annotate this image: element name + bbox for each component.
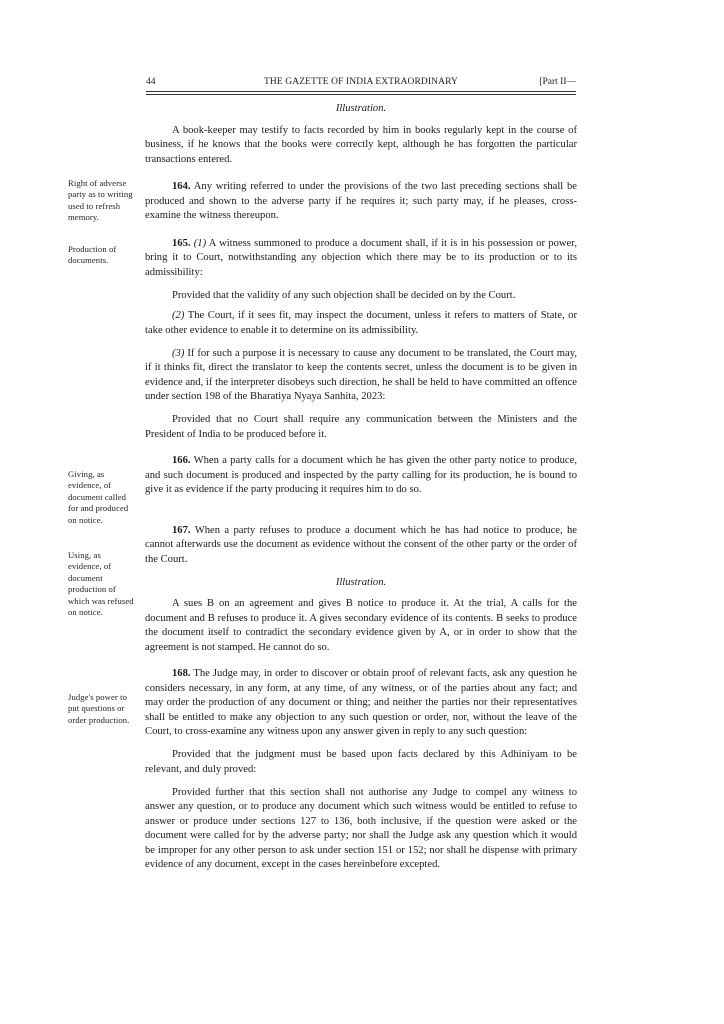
section-167: 167. When a party refuses to produce a document which he has had notice to produce, he cannot afterwards use the document as evidence without the consent of the other party or the order of the Court. <box>145 524 577 565</box>
illustration-heading: Illustration. <box>335 576 387 588</box>
illustration-text: A sues B on an agreement and gives B notice to produce it. At the trial, A calls for the document and B refuses to produce it. A gives secondary evidence of its contents. B seeks to produce the document itself to contradict the secondary evidence given by A, or in order to show that the agreement is not stamped. He cannot do so. <box>145 598 577 653</box>
section-165-proviso-2: Provided that no Court shall require any communication between the Ministers and the President of India to be produced before it. <box>145 414 577 440</box>
header-rule-top <box>146 91 576 92</box>
margin-note-168: Judge's power to put questions or order production. <box>68 692 130 725</box>
section-number: 166. <box>172 455 191 466</box>
illustration-heading: Illustration. <box>335 103 387 114</box>
section-168-proviso: Provided that the judgment must be based upon facts declared by this Adhiniyam to be relevant, and duly proved: <box>145 749 577 775</box>
section-number: 167. <box>172 524 191 536</box>
section-number: 165. <box>172 237 191 249</box>
section-165-2: (2) The Court, if it sees fit, may inspect the document, unless it refers to matters of State, or take other evidence to enable it to determine on its admissibility. <box>145 310 577 336</box>
section-165-3: (3) If for such a purpose it is necessary to cause any document to be translated, the Court may, if it thinks fit, direct the translator to keep the contents secret, unless the document is to be given in evidence and, if the interpreter disobeys such direction, he shall be held to have committed an offence under section 198 of the Bharatiya Nyaya Sanhita, 2023: <box>145 347 577 402</box>
part-label: [Part II— <box>539 77 576 87</box>
page-body <box>145 102 577 881</box>
margin-note-166: Giving, as evidence, of document called for and produced on notice. <box>68 469 129 525</box>
margin-note-164: Right of adverse party as to writing used to refresh memory. <box>68 178 133 223</box>
margin-note-165: Production of documents. <box>68 244 117 266</box>
section-165-proviso: Provided that the validity of any such objection shall be decided on by the Court. <box>172 289 516 301</box>
section-168-proviso-2: Provided further that this section shall not authorise any Judge to compel any witness to answer any question, or to produce any document which such witness would be entitled to refuse to answer or produce under sections 127 to 136, both inclusive, if the question were asked or the document were called for by the adverse party; nor shall the Judge ask any question which it would be improper for any other person to ask under section 151 or 152; nor shall he dispense with primary evidence of any document, except in the cases hereinbefore excepted. <box>145 786 577 870</box>
section-number: 168. <box>172 668 191 679</box>
section-165-1: 165. (1) A witness summoned to produce a document shall, if it is in his possession or power, bring it to Court, notwithstanding any objection which there may be to its production or to its admissibility: <box>145 237 577 278</box>
gazette-title: THE GAZETTE OF INDIA EXTRAORDINARY <box>264 77 458 87</box>
section-168: 168. The Judge may, in order to discover or obtain proof of relevant facts, ask any question he considers necessary, in any form, at any time, of any witness, or of the parties about any fact; and may order the production of any document or thing; and neither the parties nor their representatives shall be entitled to make any objection to any such question or order, nor, without the leave of the Court, to cross-examine any witness upon any answer given in reply to any such question: <box>145 668 577 737</box>
section-166: 166. When a party calls for a document which he has given the other party notice to produce, and such document is produced and inspected by the party calling for its production, he is bound to give it as evidence if the party producing it requires him to do so. <box>145 455 577 495</box>
illustration-text: A book-keeper may testify to facts recorded by him in books regularly kept in the course of business, if he knows that the books were correctly kept, although he has forgotten the particular transactions entered. <box>145 124 577 165</box>
header-rule-bottom <box>146 94 576 95</box>
section-number: 164. <box>172 181 191 192</box>
section-164: 164. Any writing referred to under the provisions of the two last preceding sections shall be produced and shown to the adverse party if he requires it; such party may, if he pleases, cross-examine the witness thereupon. <box>145 181 577 221</box>
margin-note-167: Using, as evidence, of document production of which was refused on notice. <box>68 550 134 618</box>
page-number: 44 <box>146 77 156 87</box>
